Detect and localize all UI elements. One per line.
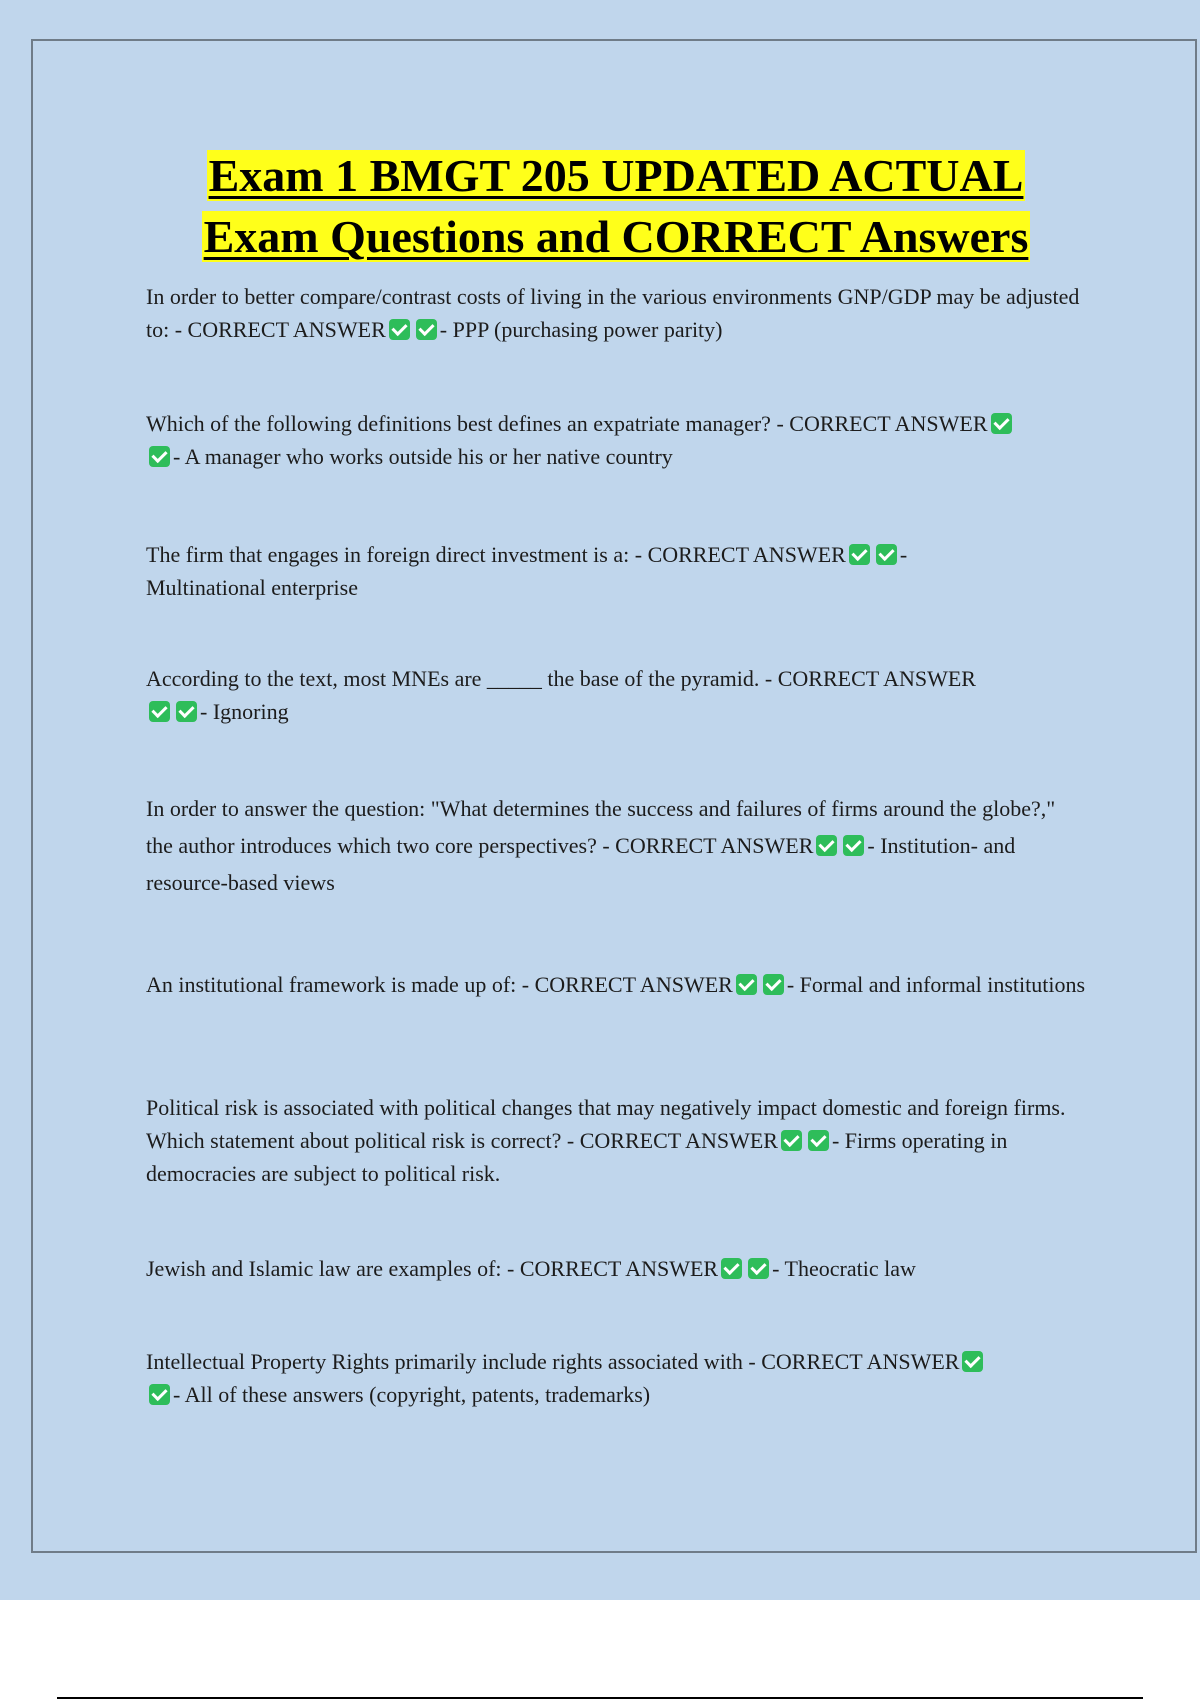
question-text: In order to answer the question: "What determines the success and failures of firms around the globe?," the author introduces which two core perspectives? - CORRECT ANSWER — [146, 796, 1056, 858]
qa-item-7 — [146, 1091, 1076, 1190]
qa-item-8 — [146, 1252, 1106, 1285]
qa-item-1 — [146, 280, 1106, 346]
check-mark-icon — [849, 544, 870, 565]
question-text: The firm that engages in foreign direct investment is a: - CORRECT ANSWER — [146, 542, 846, 567]
footer-rule — [57, 1697, 1143, 1699]
qa-item-6 — [146, 968, 1106, 1001]
qa-item-2 — [146, 407, 1026, 473]
check-mark-icon — [808, 1130, 829, 1151]
answer-text: - A manager who works outside his or her native country — [173, 444, 673, 469]
answer-text: - PPP (purchasing power parity) — [439, 317, 723, 342]
qa-item-9 — [146, 1345, 996, 1411]
question-text: Jewish and Islamic law are examples of: - CORRECT ANSWER — [146, 1256, 719, 1281]
check-mark-icon — [843, 835, 864, 856]
check-mark-icon — [781, 1130, 802, 1151]
check-mark-icon — [389, 319, 410, 340]
answer-text: - Ignoring — [200, 699, 289, 724]
question-text: In order to better compare/contrast costs of living in the various environments GNP/GDP may be adjusted to: - CORRECT ANSWER — [146, 284, 1080, 342]
check-mark-icon — [962, 1351, 983, 1372]
qa-item-3 — [146, 538, 1016, 604]
document-title — [0, 145, 1200, 267]
question-text: According to the text, most MNEs are _____ the base of the pyramid. - CORRECT ANSWER — [146, 666, 976, 691]
check-mark-icon — [763, 974, 784, 995]
check-mark-icon — [721, 1258, 742, 1279]
check-mark-icon — [876, 544, 897, 565]
answer-text: - All of these answers (copyright, patents, trademarks) — [173, 1382, 651, 1407]
question-text: An institutional framework is made up of: - CORRECT ANSWER — [146, 972, 733, 997]
qa-item-5 — [146, 790, 1066, 901]
qa-item-4 — [146, 662, 986, 728]
check-mark-icon — [991, 413, 1012, 434]
answer-text: - Formal and informal institutions — [786, 972, 1086, 997]
check-mark-icon — [748, 1258, 769, 1279]
question-text: Intellectual Property Rights primarily include rights associated with - CORRECT ANSWER — [146, 1349, 960, 1374]
title-line-2: Exam Questions and CORRECT Answers — [203, 211, 1029, 262]
check-mark-icon — [149, 446, 170, 467]
check-mark-icon — [416, 319, 437, 340]
title-line-1: Exam 1 BMGT 205 UPDATED ACTUAL — [208, 150, 1024, 201]
check-mark-icon — [149, 1384, 170, 1405]
answer-text: - Theocratic law — [772, 1256, 916, 1281]
check-mark-icon — [149, 701, 170, 722]
check-mark-icon — [176, 701, 197, 722]
check-mark-icon — [736, 974, 757, 995]
answer-text: - Institution- and resource-based views — [146, 833, 1016, 895]
question-text: Which of the following definitions best defines an expatriate manager? - CORRECT ANSWER — [146, 411, 988, 436]
answer-text: - Multinational enterprise — [146, 542, 908, 600]
answer-text: - Firms operating in democracies are subject to political risk. — [146, 1128, 1008, 1186]
question-text: Political risk is associated with political changes that may negatively impact domestic and foreign firms. Which statement about political risk is correct? - CORRECT ANSWER — [146, 1095, 1066, 1153]
check-mark-icon — [816, 835, 837, 856]
